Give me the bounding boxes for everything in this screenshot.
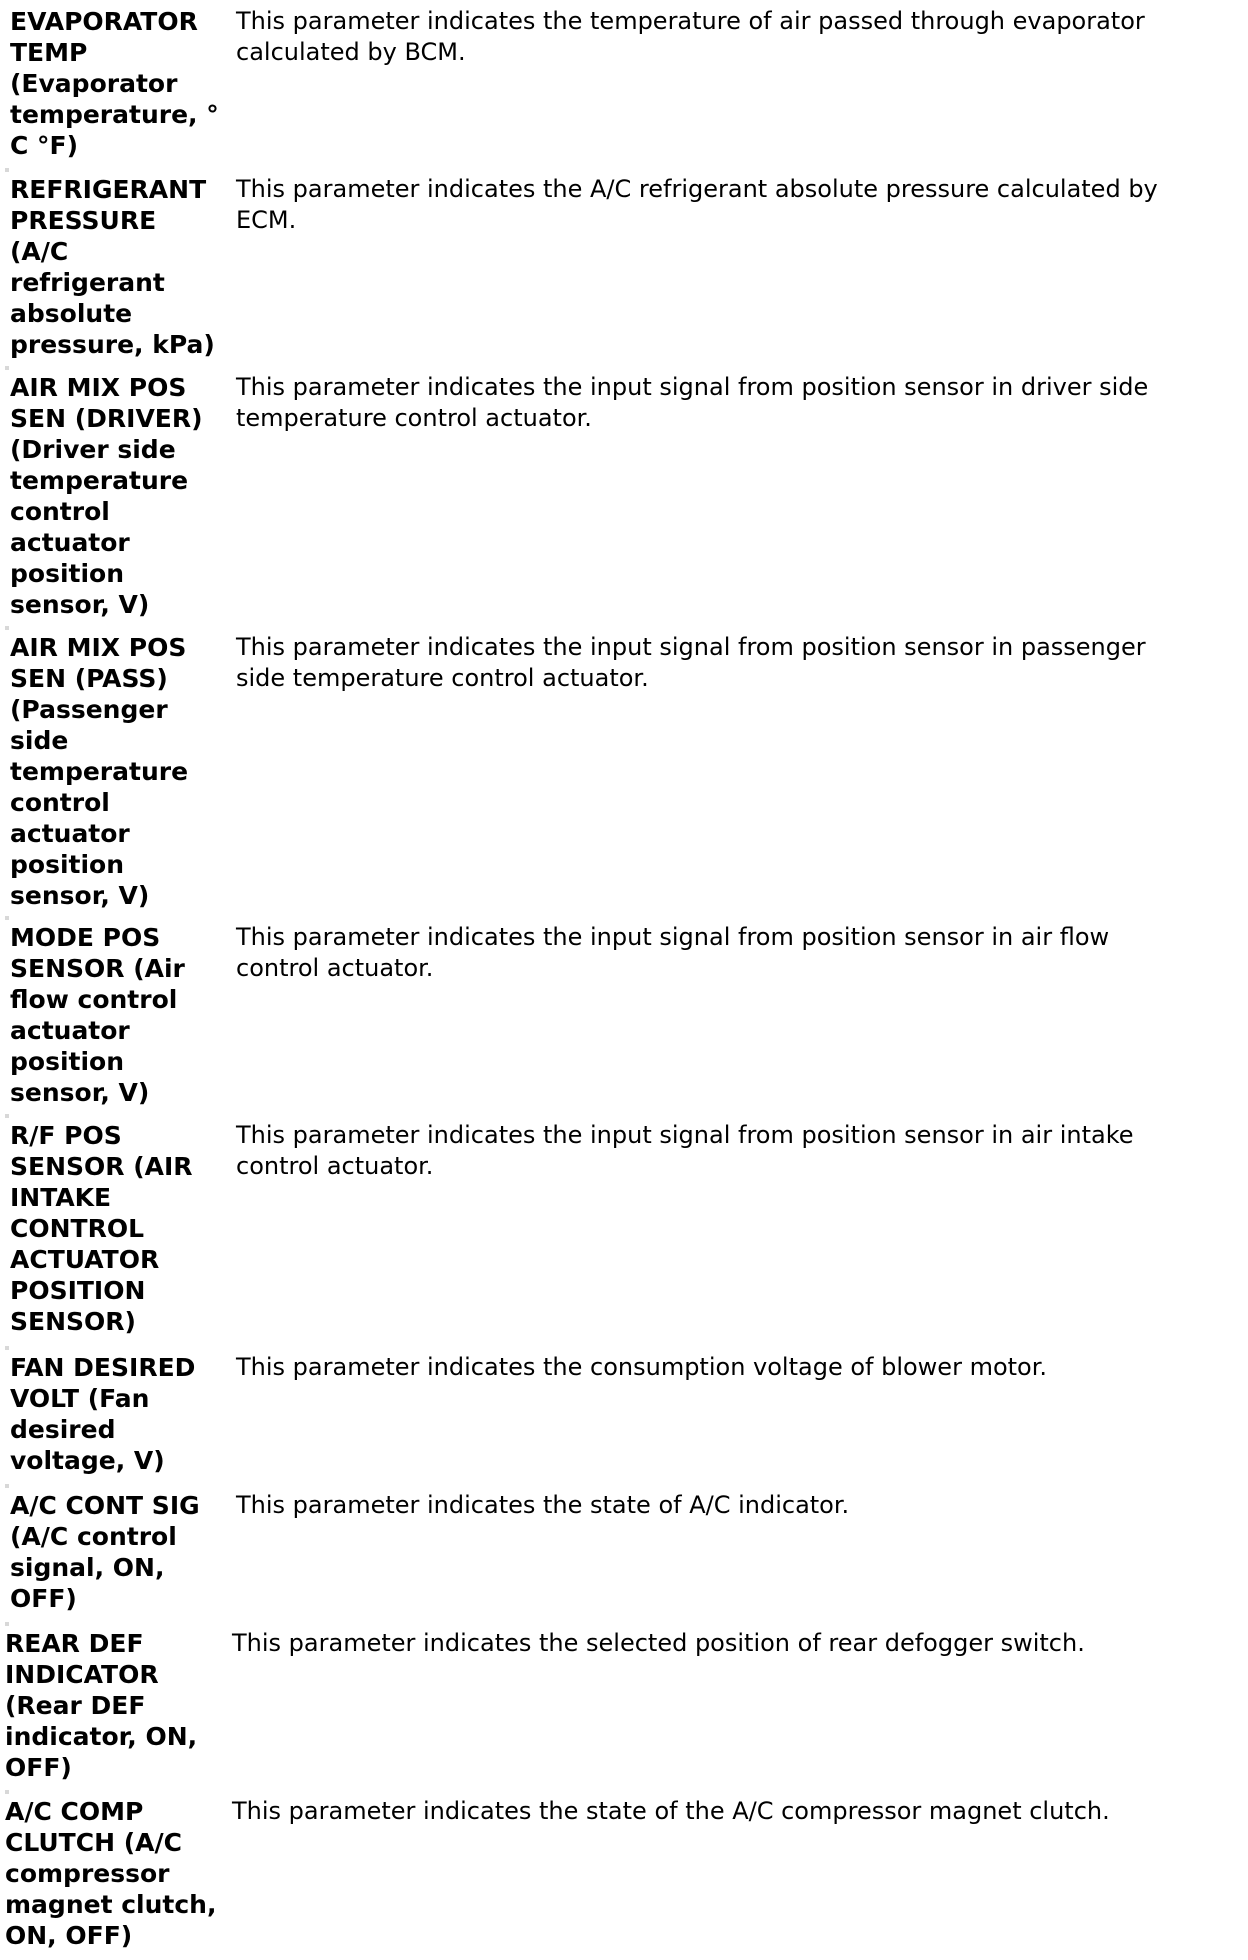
parameter-name: EVAPORATOR TEMP (Evaporator temperature, ° C °F) [10,7,219,160]
parameter-description: This parameter indicates the A/C refrigerant absolute pressure calculated by ECM. [236,175,1158,234]
row-divider [5,1346,9,1350]
parameter-name: A/C CONT SIG (A/C control signal, ON, OFF) [10,1491,200,1613]
parameter-description: This parameter indicates the temperature of air passed through evaporator calculated by BCM. [236,7,1145,66]
parameter-name: REFRIGERANT PRESSURE (A/C refrigerant absolute pressure, kPa) [10,175,215,359]
parameter-description: This parameter indicates the state of A/C indicator. [236,1491,850,1519]
parameter-description: This parameter indicates the input signal from position sensor in passenger side temperature control actuator. [236,633,1146,692]
row-divider [5,168,9,172]
parameter-description: This parameter indicates the consumption voltage of blower motor. [236,1353,1048,1381]
row-divider [5,1790,9,1794]
row-divider [5,916,9,920]
parameter-name: A/C COMP CLUTCH (A/C compressor magnet clutch, ON, OFF) [5,1797,217,1950]
parameter-name: MODE POS SENSOR (Air flow control actuator position sensor, V) [10,923,185,1107]
parameter-description: This parameter indicates the input signal from position sensor in air intake control actuator. [236,1121,1134,1180]
row-divider [5,1114,9,1118]
row-divider [5,366,9,370]
parameter-name: R/F POS SENSOR (AIR INTAKE CONTROL ACTUATOR POSITION SENSOR) [10,1121,193,1336]
row-divider [5,626,9,630]
parameter-name: AIR MIX POS SEN (DRIVER) (Driver side temperature control actuator position sensor, V) [10,373,203,619]
parameter-description: This parameter indicates the input signal from position sensor in driver side temperature control actuator. [236,373,1149,432]
parameter-description: This parameter indicates the input signal from position sensor in air flow control actuator. [236,923,1110,982]
parameter-description: This parameter indicates the selected position of rear defogger switch. [232,1629,1085,1657]
row-divider [5,1484,9,1488]
parameter-name: FAN DESIRED VOLT (Fan desired voltage, V) [10,1353,196,1475]
row-divider [5,1622,9,1626]
parameter-name: AIR MIX POS SEN (PASS) (Passenger side temperature control actuator position sensor, V) [10,633,189,910]
parameter-description: This parameter indicates the state of the A/C compressor magnet clutch. [232,1797,1110,1825]
parameter-name: REAR DEF INDICATOR (Rear DEF indicator, ON, OFF) [5,1629,198,1782]
